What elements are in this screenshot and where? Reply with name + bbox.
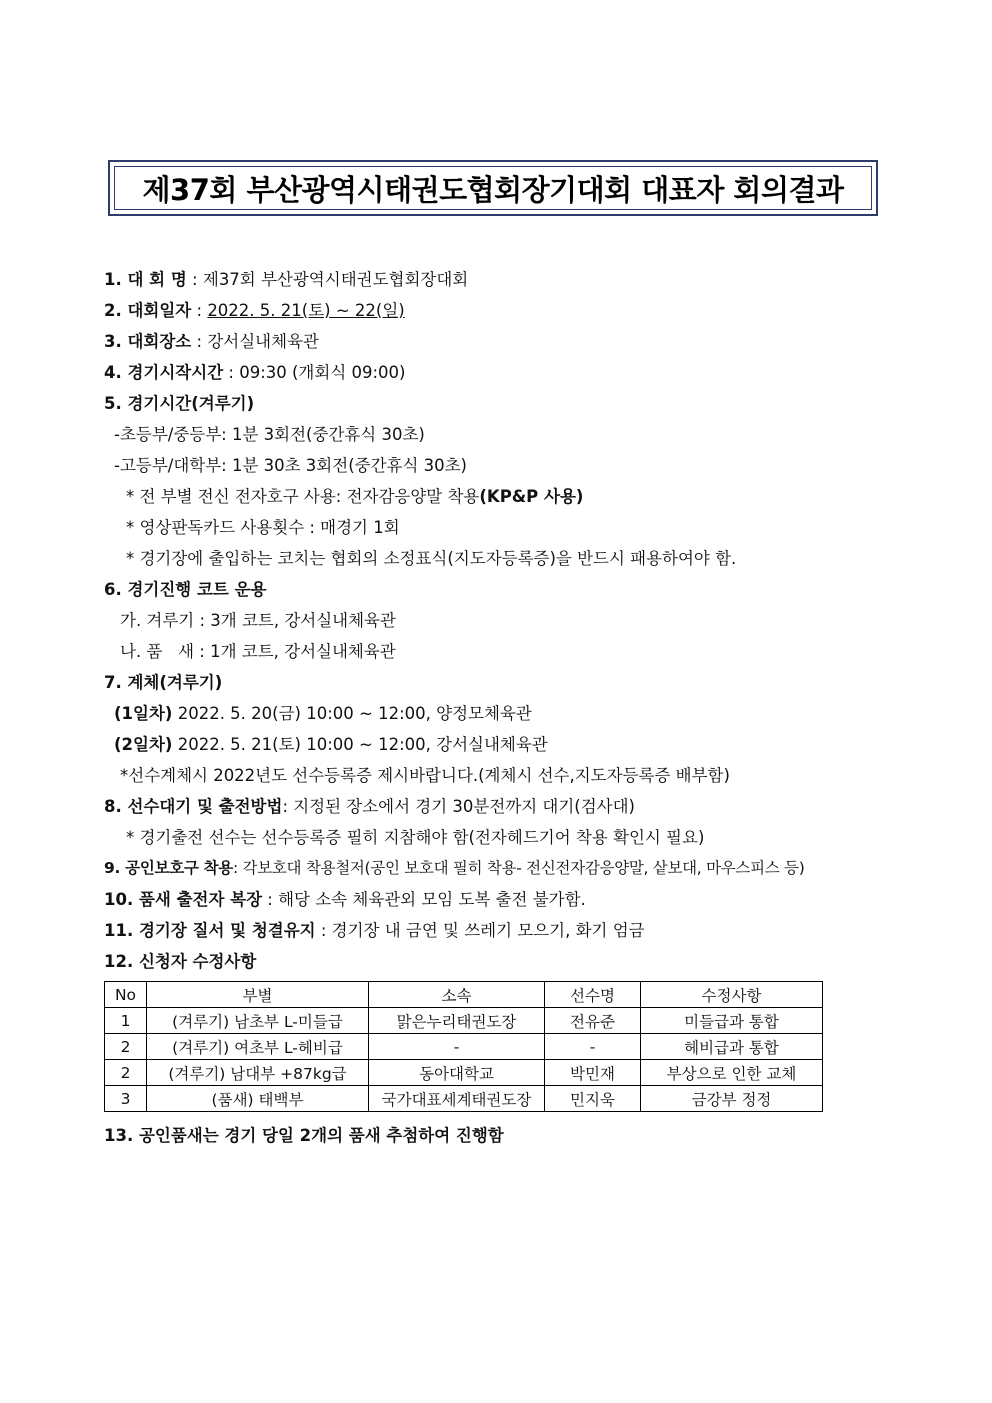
weigh-in-day2 <box>104 729 904 760</box>
note-text: * 전 부별 전신 전자호구 사용: 전자감응양말 착용 <box>126 487 480 506</box>
meeting-result-body <box>104 264 904 1151</box>
cell-athlete: 전유준 <box>545 1008 641 1034</box>
item-event-date <box>104 295 904 326</box>
match-time-elementary-middle: -초등부/중등부: 1분 3회전(중간휴식 30초) <box>114 425 425 444</box>
weigh-in-note: *선수계체시 2022년도 선수등록증 제시바랍니다.(계체시 선수,지도자등록증 배부함) <box>120 766 730 785</box>
court-poomsae: 나. 품 새 : 1개 코트, 강서실내체육관 <box>120 642 396 661</box>
item-value: 강서실내체육관 <box>207 332 319 351</box>
day-value: 2022. 5. 20(금) 10:00 ~ 12:00, 양정모체육관 <box>172 704 532 723</box>
item-value: : 경기장 내 금연 및 쓰레기 모으기, 화기 엄금 <box>315 921 645 940</box>
item-value: : 지정된 장소에서 경기 30분전까지 대기(검사대) <box>282 797 635 816</box>
cell-revision: 부상으로 인한 교체 <box>641 1060 823 1086</box>
cell-division: (겨루기) 남초부 L-미들급 <box>147 1008 369 1034</box>
weigh-in-day1 <box>104 698 904 729</box>
match-time-high-college: -고등부/대학부: 1분 30초 3회전(중간휴식 30초) <box>114 456 467 475</box>
item-label: 13. 공인품새는 경기 당일 2개의 품새 추첨하여 진행함 <box>104 1126 504 1145</box>
cell-no: 2 <box>105 1034 147 1060</box>
cell-revision: 헤비급과 통합 <box>641 1034 823 1060</box>
cell-affiliation: 국가대표세계태권도장 <box>369 1086 545 1112</box>
item-event-name <box>104 264 904 295</box>
item-label: 10. 품새 출전자 복장 <box>104 890 263 909</box>
item-value: 2022. 5. 21(토) ~ 22(일) <box>207 301 405 320</box>
item-value: : 해당 소속 체육관외 모임 도복 출전 불가함. <box>262 890 586 909</box>
cell-affiliation: 맑은누리태권도장 <box>369 1008 545 1034</box>
athlete-card-note: * 경기출전 선수는 선수등록증 필히 지참해야 함(전자헤드기어 착용 확인시 필요) <box>126 828 705 847</box>
cell-affiliation: 동아대학교 <box>369 1060 545 1086</box>
item-separator: : <box>223 363 240 382</box>
video-review-note: * 영상판독카드 사용횟수 : 매경기 1회 <box>126 518 400 537</box>
item-label: 5. 경기시간(겨루기) <box>104 394 255 413</box>
cell-division: (겨루기) 여초부 L-헤비급 <box>147 1034 369 1060</box>
item-label: 7. 계체(겨루기) <box>104 673 223 692</box>
item-venue-order <box>104 915 904 946</box>
item-start-time <box>104 357 904 388</box>
table-row <box>105 1060 823 1086</box>
item-weigh-in <box>104 667 904 698</box>
item-value: 09:30 (개회식 09:00) <box>239 363 406 382</box>
item-official-poomsae <box>104 1120 904 1151</box>
item-separator: : <box>191 301 208 320</box>
table-header-row <box>105 982 823 1008</box>
item-label: 3. 대회장소 <box>104 332 192 351</box>
header-no: No <box>105 982 147 1008</box>
cell-no: 1 <box>105 1008 147 1034</box>
note-emphasis: (KP&P 사용) <box>479 487 584 506</box>
cell-athlete: 민지욱 <box>545 1086 641 1112</box>
item-label: 2. 대회일자 <box>104 301 192 320</box>
cell-no: 2 <box>105 1060 147 1086</box>
table-row <box>105 1034 823 1060</box>
day-value: 2022. 5. 21(토) 10:00 ~ 12:00, 강서실내체육관 <box>172 735 548 754</box>
item-label: 11. 경기장 질서 및 청결유지 <box>104 921 316 940</box>
item-label: 6. 경기진행 코트 운용 <box>104 580 267 599</box>
item-protector-wear <box>104 853 904 884</box>
item-separator: : <box>186 270 203 289</box>
header-revision: 수정사항 <box>641 982 823 1008</box>
page-title: 제37회 부산광역시태권도협회장기대회 대표자 회의결과 <box>142 172 844 207</box>
cell-affiliation: - <box>369 1034 545 1060</box>
table-row <box>105 1008 823 1034</box>
title-inner-frame <box>114 166 872 210</box>
item-label: 8. 선수대기 및 출전방법 <box>104 797 283 816</box>
cell-division: (겨루기) 남대부 +87kg급 <box>147 1060 369 1086</box>
item-label: 12. 신청자 수정사항 <box>104 952 257 971</box>
item-separator: : <box>191 332 208 351</box>
item-athlete-waiting <box>104 791 904 822</box>
table-row <box>105 1086 823 1112</box>
cell-no: 3 <box>105 1086 147 1112</box>
header-athlete: 선수명 <box>545 982 641 1008</box>
cell-revision: 미들급과 통합 <box>641 1008 823 1034</box>
cell-athlete: 박민재 <box>545 1060 641 1086</box>
title-frame <box>108 160 878 216</box>
item-value: 제37회 부산광역시태권도협회장대회 <box>202 270 469 289</box>
electronic-protector-note <box>104 481 904 512</box>
court-kyorugi: 가. 겨루기 : 3개 코트, 강서실내체육관 <box>120 611 396 630</box>
item-match-time <box>104 388 904 419</box>
item-label: 4. 경기시작시간 <box>104 363 224 382</box>
item-event-venue <box>104 326 904 357</box>
item-applicant-revisions <box>104 946 904 977</box>
cell-division: (품새) 태백부 <box>147 1086 369 1112</box>
header-affiliation: 소속 <box>369 982 545 1008</box>
day-label: (2일차) <box>114 735 173 754</box>
cell-revision: 금강부 정정 <box>641 1086 823 1112</box>
item-court-operation <box>104 574 904 605</box>
item-poomsae-uniform <box>104 884 904 915</box>
item-value: : 각보호대 착용철저(공인 보호대 필히 착용- 전신전자감응양말, 샅보대, 마우스피스 등) <box>232 859 805 877</box>
cell-athlete: - <box>545 1034 641 1060</box>
item-label: 9. 공인보호구 착용 <box>104 859 233 877</box>
revision-table <box>104 981 823 1112</box>
header-division: 부별 <box>147 982 369 1008</box>
day-label: (1일차) <box>114 704 173 723</box>
item-label: 1. 대 회 명 <box>104 270 187 289</box>
coach-badge-note: * 경기장에 출입하는 코치는 협회의 소정표식(지도자등록증)을 반드시 패용하여야 함. <box>126 549 737 568</box>
